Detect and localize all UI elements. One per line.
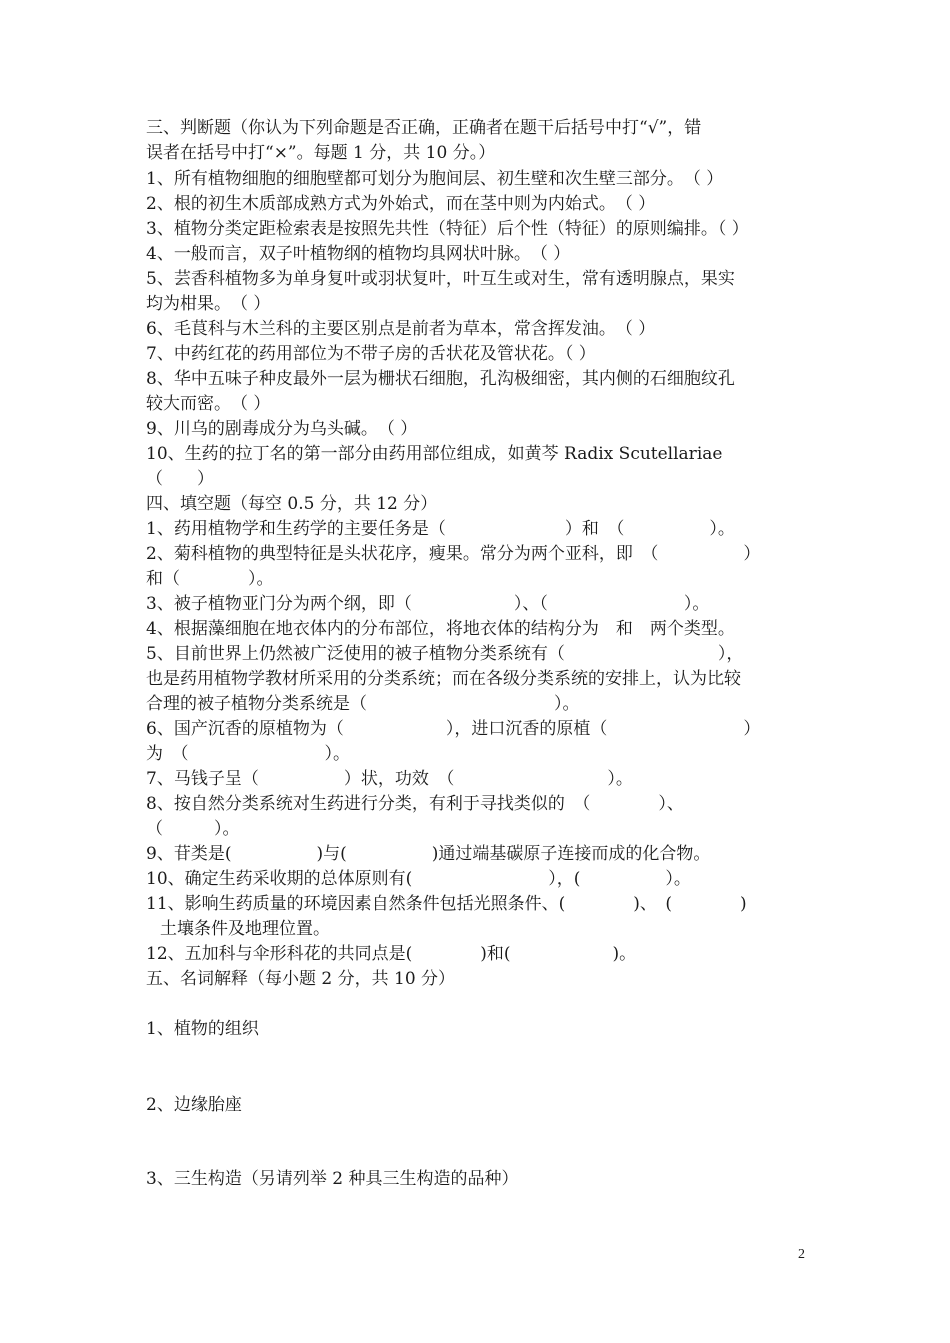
term-item: 2、边缘胎座: [146, 1095, 242, 1115]
fill-blank-item-cont: 和（ ）。: [146, 569, 274, 589]
question-item: 1、所有植物细胞的细胞壁都可划分为胞间层、初生壁和次生壁三部分。 （ ）: [146, 169, 724, 189]
question-item: 5、芸香科植物多为单身复叶或羽状复叶，叶互生或对生，常有透明腺点，果实: [146, 269, 735, 289]
fill-blank-item: 6、国产沉香的原植物为（ ），进口沉香的原植（ ）: [146, 719, 761, 739]
section-3-heading-cont: 误者在括号中打“×”。每题 1 分，共 10 分。）: [146, 143, 496, 163]
fill-blank-item-cont: 土壤条件及地理位置。: [160, 919, 330, 939]
page-number: 2: [798, 1247, 805, 1262]
question-item-cont: 均为柑果。 （ ）: [146, 294, 271, 314]
fill-blank-item: 1、药用植物学和生药学的主要任务是（ ）和 （ ）。: [146, 519, 735, 539]
fill-blank-item: 8、按自然分类系统对生药进行分类，有利于寻找类似的 （ ）、: [146, 794, 684, 814]
question-item: 2、根的初生木质部成熟方式为外始式，而在茎中则为内始式。 （ ）: [146, 194, 656, 214]
fill-blank-item: 2、菊科植物的典型特征是头状花序，瘦果。常分为两个亚科，即 （ ）: [146, 544, 761, 564]
fill-blank-item: 10、确定生药采收期的总体原则有( ），( ）。: [146, 869, 691, 889]
fill-blank-item-cont: 也是药用植物学教材所采用的分类系统；而在各级分类系统的安排上，认为比较: [146, 669, 741, 689]
question-item: 3、植物分类定距检索表是按照先共性（特征）后个性（特征）的原则编排。（ ）: [146, 219, 749, 239]
term-item: 3、三生构造（另请列举 2 种具三生构造的品种）: [146, 1169, 519, 1189]
question-item-cont: 较大而密。 （ ）: [146, 394, 271, 414]
fill-blank-item-cont: 合理的被子植物分类系统是（ ）。: [146, 694, 580, 714]
question-item: 7、中药红花的药用部位为不带子房的舌状花及管状花。（ ）: [146, 344, 596, 364]
question-item-cont: （ ）: [146, 469, 214, 489]
term-item: 1、植物的组织: [146, 1019, 259, 1039]
question-item: 6、毛茛科与木兰科的主要区别点是前者为草本，常含挥发油。 （ ）: [146, 319, 656, 339]
fill-blank-item: 7、马钱子呈（ ）状，功效 （ ）。: [146, 769, 633, 789]
fill-blank-item: 5、目前世界上仍然被广泛使用的被子植物分类系统有（ ），: [146, 644, 744, 664]
question-item: 10、生药的拉丁名的第一部分由药用部位组成，如黄芩 Radix Scutellariae: [146, 444, 723, 464]
section-4-heading: 四、填空题（每空 0.5 分，共 12 分）: [146, 494, 438, 514]
question-item: 8、华中五味子种皮最外一层为栅状石细胞，孔沟极细密，其内侧的石细胞纹孔: [146, 369, 735, 389]
fill-blank-item: 11、影响生药质量的环境因素自然条件包括光照条件、( )、 ( ): [146, 894, 747, 914]
section-3-heading: 三、判断题（你认为下列命题是否正确，正确者在题干后括号中打“√”，错: [146, 118, 702, 138]
fill-blank-item: 4、根据藻细胞在地衣体内的分布部位，将地衣体的结构分为 和 两个类型。: [146, 619, 735, 639]
fill-blank-item: 3、被子植物亚门分为两个纲，即（ ）、（ ）。: [146, 594, 710, 614]
question-item: 4、一般而言，双子叶植物纲的植物均具网状叶脉。 （ ）: [146, 244, 571, 264]
fill-blank-item: 12、五加科与伞形科花的共同点是( )和( )。: [146, 944, 637, 964]
question-item: 9、川乌的剧毒成分为乌头碱。 （ ）: [146, 419, 418, 439]
fill-blank-item-cont: （ ）。: [146, 819, 240, 839]
fill-blank-item-cont: 为 （ ）。: [146, 744, 350, 764]
section-5-heading: 五、名词解释（每小题 2 分，共 10 分）: [146, 969, 456, 989]
fill-blank-item: 9、苷类是( )与( )通过端基碳原子连接而成的化合物。: [146, 844, 711, 864]
